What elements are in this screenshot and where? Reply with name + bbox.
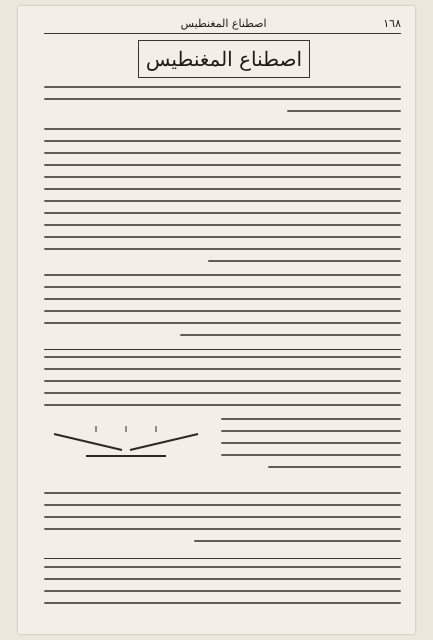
text-line xyxy=(44,98,401,100)
text-line xyxy=(44,368,401,370)
chapter-title: اصطناع المغنطيس xyxy=(138,40,310,78)
text-line xyxy=(44,516,401,518)
double-touch-paragraph xyxy=(44,566,401,614)
running-header xyxy=(44,14,401,32)
text-line xyxy=(44,188,401,190)
text-line xyxy=(44,176,401,178)
section-rule-2 xyxy=(44,558,401,559)
text-line xyxy=(44,86,401,88)
text-line xyxy=(44,322,401,324)
text-line xyxy=(44,128,401,130)
text-line xyxy=(44,392,401,394)
text-line xyxy=(44,356,401,358)
bar-right xyxy=(130,434,198,450)
text-line xyxy=(44,248,401,250)
text-line xyxy=(221,454,401,456)
text-line xyxy=(44,380,401,382)
text-line xyxy=(221,418,401,420)
text-line xyxy=(221,430,401,432)
text-line xyxy=(44,164,401,166)
text-line xyxy=(44,212,401,214)
text-line xyxy=(44,298,401,300)
text-line xyxy=(44,492,401,494)
text-line xyxy=(44,236,401,238)
single-touch-paragraph xyxy=(44,274,401,344)
text-line xyxy=(44,566,401,568)
text-line xyxy=(44,404,401,406)
text-line xyxy=(194,540,401,542)
header-rule xyxy=(44,33,401,34)
text-line xyxy=(208,260,401,262)
running-title: اصطناع المغنطيس xyxy=(180,16,267,30)
main-paragraph xyxy=(44,128,401,268)
text-line xyxy=(44,152,401,154)
magnet-figure xyxy=(46,416,206,474)
text-line xyxy=(44,286,401,288)
document-page xyxy=(18,6,415,634)
text-line xyxy=(44,140,401,142)
text-line xyxy=(44,310,401,312)
text-line xyxy=(44,274,401,276)
figure-side-text xyxy=(221,418,401,478)
separate-touch-paragraph xyxy=(44,356,401,416)
page-number: ١٦٨ xyxy=(383,16,401,30)
text-line xyxy=(221,442,401,444)
text-line xyxy=(44,590,401,592)
after-figure-paragraph xyxy=(44,492,401,552)
section-rule xyxy=(44,349,401,350)
text-line xyxy=(44,504,401,506)
intro-paragraph xyxy=(44,86,401,122)
text-line xyxy=(44,200,401,202)
text-line xyxy=(44,578,401,580)
text-line xyxy=(44,224,401,226)
text-line xyxy=(44,602,401,604)
text-line xyxy=(268,466,401,468)
text-line xyxy=(180,334,401,336)
bar-left xyxy=(54,434,122,450)
text-line xyxy=(287,110,401,112)
text-line xyxy=(44,528,401,530)
